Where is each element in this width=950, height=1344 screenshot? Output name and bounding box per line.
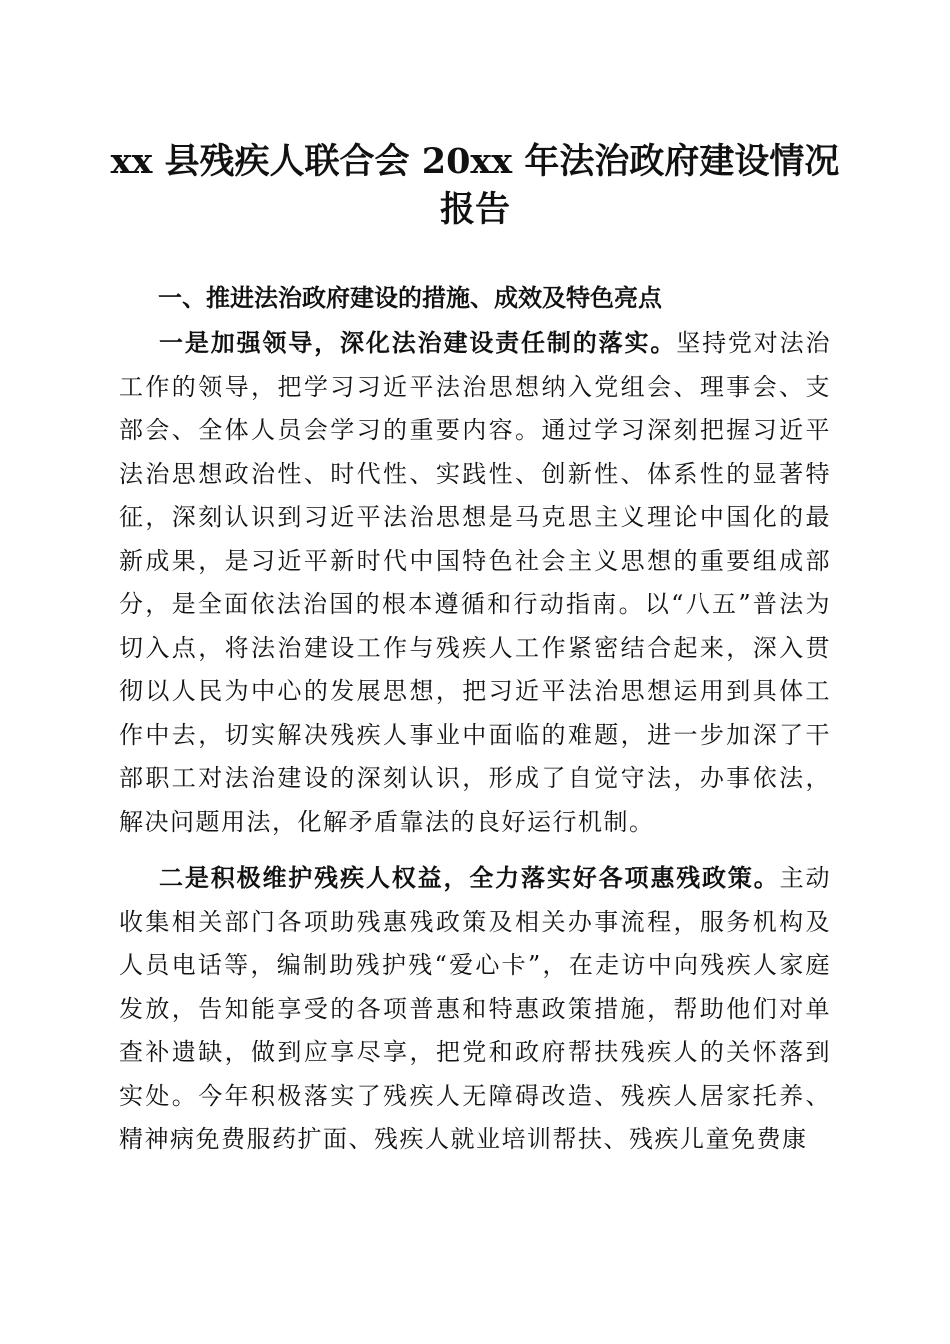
paragraph-2-lead: 二是积极维护残疾人权益，全力落实好各项惠残政策。 [159,863,780,892]
paragraph-2 [119,856,831,1162]
title-line-1: xx 县残疾人联合会 20xx 年法治政府建设情况 [110,141,840,182]
document-title [100,138,850,234]
paragraph-1-body: 坚持党对法治工作的领导，把学习习近平法治思想纳入党组会、理事会、支部会、全体人员会学习的重要内容。通过学习深刻把握习近平法治思想政治性、时代性、实践性、创新性、体系性的显著特征，深刻认识到习近平法治思想是马克思主义理论中国化的最新成果，是习近平新时代中国特色社会主义思想的重要组成部分，是全面依法治国的根本遵循和行动指南。以“八五”普法为切入点，将法治建设工作与残疾人工作紧密结合起来，深入贯彻以人民为中心的发展思想，把习近平法治思想运用到具体工作中去，切实解决残疾人事业中面临的难题，进一步加深了干部职工对法治建设的深刻认识，形成了自觉守法，办事依法，解决问题用法，化解矛盾靠法的良好运行机制。 [119,329,832,836]
title-line-2: 报告 [439,189,510,230]
paragraph-1-lead: 一是加强领导，深化法治建设责任制的落实。 [159,328,677,357]
section-heading: 一、推进法治政府建设的措施、成效及特色亮点 [158,284,662,312]
paragraph-1 [119,321,831,844]
paragraph-2-body: 主动收集相关部门各项助残惠残政策及相关办事流程，服务机构及人员电话等，编制助残护残“爱心卡”，在走访中向残疾人家庭发放，告知能享受的各项普惠和特惠政策措施，帮助他们对单查补遗缺，做到应享尽享，把党和政府帮扶残疾人的关怀落到实处。今年积极落实了残疾人无障碍改造、残疾人居家托养、精神病免费服药扩面、残疾人就业培训帮扶、残疾儿童免费康 [119,864,832,1153]
